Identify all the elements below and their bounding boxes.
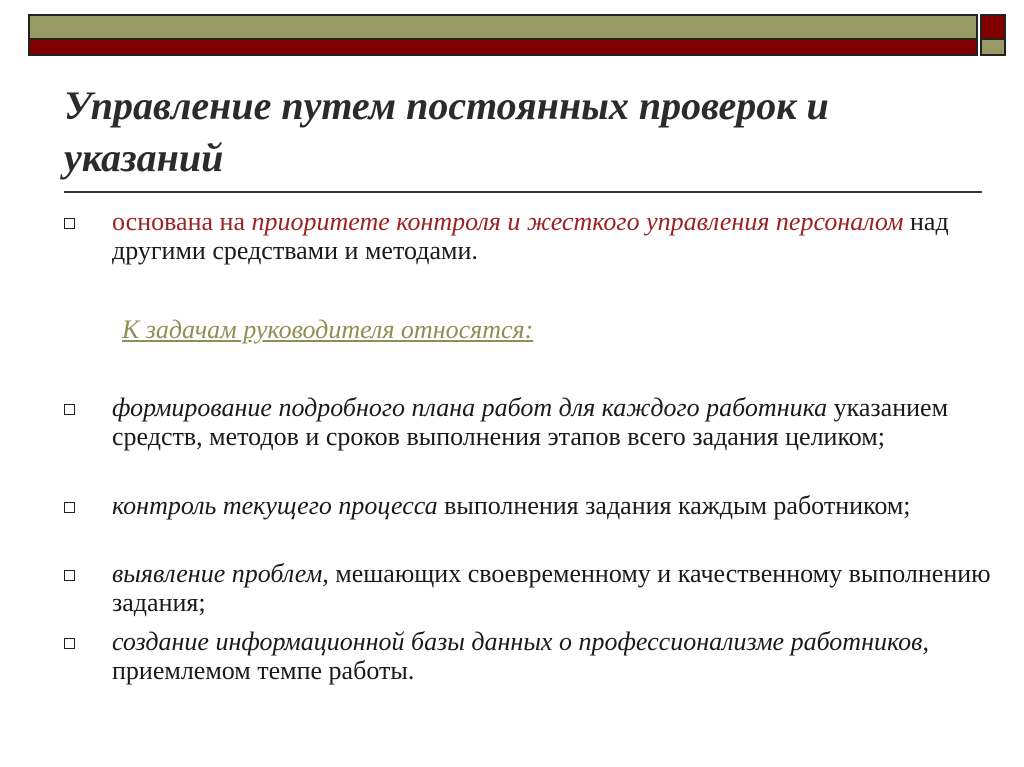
list-item-emphasis: формирование подробного плана работ для каждого работника [112,393,828,422]
bullet-square-icon [64,404,75,415]
bullet-square-icon [64,570,75,581]
list-item-emphasis: выявление проблем, [112,559,329,588]
list-item-text: указанием средств, методов и сроков выполнения этапов всего задания целиком; [112,393,949,451]
intro-text-emphasis: приоритете контроля и жесткого управления персоналом [251,207,904,236]
bullet-square-icon [64,638,75,649]
subheading: К задачам руководителя относятся: [122,315,534,344]
list-item [112,559,992,617]
list-item-text: мешающих своевременному и качественному выполнению задания; [112,559,991,617]
header-band-maroon [28,40,978,56]
list-item-text: выполнения задания каждым работником; [437,491,911,520]
list-item-text: приемлемом темпе работы. [112,656,415,685]
list-item [112,393,992,451]
title-divider [64,191,982,193]
intro-text-end: над другими средствами и методами. [112,207,949,265]
list-item-emphasis: контроль текущего процесса [112,491,438,520]
corner-square-olive [980,40,1006,56]
list-item [112,627,992,685]
intro-text-start: основана на [112,207,252,236]
slide-title: Управление путем постоянных проверок и указаний [64,83,829,180]
bullet-square-icon [64,502,75,513]
bullet-square-icon [64,218,75,229]
header-band-olive [28,14,978,40]
intro-paragraph [112,207,992,265]
list-item [112,491,992,520]
list-item-emphasis: создание информационной базы данных о профессионализме работников, [112,627,929,656]
corner-square-maroon [980,14,1006,40]
